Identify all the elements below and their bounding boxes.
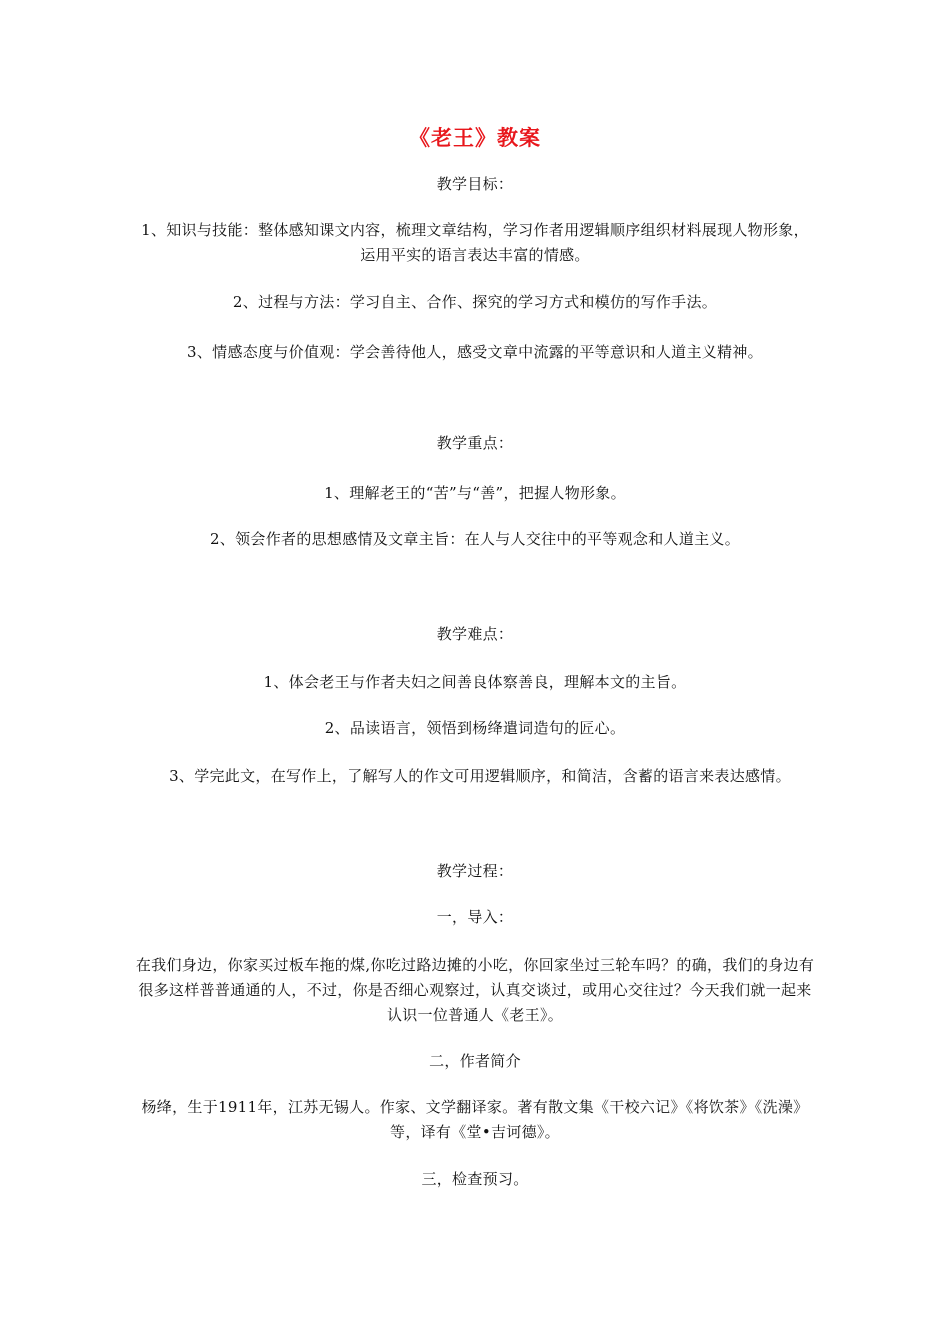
process-step2-text: 杨绛，生于1911年，江苏无锡人。作家、文学翻译家。著有散文集《干校六记》《将饮茶》《洗澡》等，译有《堂•吉诃德》。 xyxy=(141,1098,809,1141)
process-heading: 教学过程： xyxy=(436,862,514,880)
process-step3-heading: 三，检查预习。 xyxy=(421,1170,529,1188)
difficulty-item-3: 3、学完此文，在写作上，了解写人的作文可用逻辑顺序，和简洁，含蓄的语言来表达感情。 xyxy=(169,767,791,785)
difficulty-item-1: 1、体会老王与作者夫妇之间善良体察善良，理解本文的主旨。 xyxy=(263,673,687,691)
objective-item-3: 3、情感态度与价值观：学会善待他人，感受文章中流露的平等意识和人道主义精神。 xyxy=(187,343,763,361)
difficulty-item-2: 2、品读语言，领悟到杨绛遣词造句的匠心。 xyxy=(324,719,626,737)
objectives-heading: 教学目标： xyxy=(436,175,514,193)
objective-item-2: 2、过程与方法：学习自主、合作、探究的学习方式和模仿的写作手法。 xyxy=(232,293,718,311)
document-title: 《老王》教案 xyxy=(409,125,541,150)
key-point-item-2: 2、领会作者的思想感情及文章主旨：在人与人交往中的平等观念和人道主义。 xyxy=(209,530,741,548)
process-step2-heading: 二，作者简介 xyxy=(429,1052,521,1070)
process-step1-text: 在我们身边，你家买过板车拖的煤,你吃过路边摊的小吃，你回家坐过三轮车吗？的确，我们的身边有很多这样普普通通的人，不过，你是否细心观察过，认真交谈过，或用心交往过？今天我们就一起来认识一位普通人《老王》。 xyxy=(135,956,815,1024)
process-step1-heading: 一，导入： xyxy=(436,908,514,926)
objective-item-1: 1、知识与技能：整体感知课文内容，梳理文章结构，学习作者用逻辑顺序组织材料展现人物形象，运用平实的语言表达丰富的情感。 xyxy=(141,221,809,264)
difficulties-heading: 教学难点： xyxy=(436,625,514,643)
key-point-item-1: 1、理解老王的“苦”与“善”，把握人物形象。 xyxy=(324,484,626,502)
key-points-heading: 教学重点： xyxy=(436,434,514,452)
